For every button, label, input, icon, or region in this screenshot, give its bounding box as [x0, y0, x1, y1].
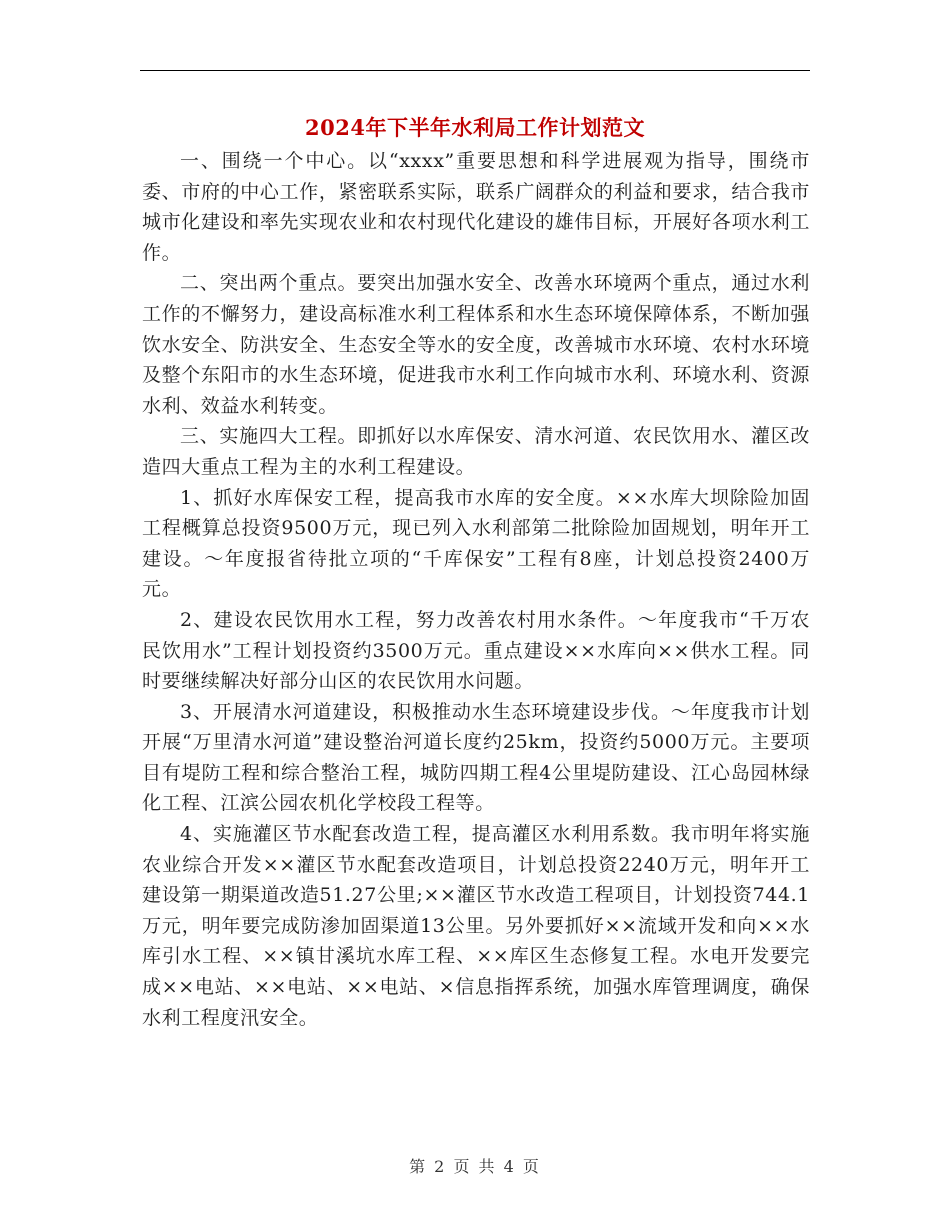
- page-number-footer: [0, 1154, 950, 1177]
- header-rule: [140, 70, 810, 71]
- paragraph-two-priorities: 二、突出两个重点。要突出加强水安全、改善水环境两个重点，通过水利工作的不懈努力，建设高标准水利工程体系和水生态环境保障体系，不断加强饮水安全、防洪安全、生态安全等水的安全度，改善城市水环境、农村水环境及整个东阳市的水生态环境，促进我市水利工作向城市水利、环境水利、资源水利、效益水利转变。: [142, 272, 810, 417]
- paragraph-center-focus: 一、围绕一个中心。以“xxxx”重要思想和科学进展观为指导，围绕市委、市府的中心工作，紧密联系实际，联系广阔群众的利益和要求，结合我市城市化建设和率先实现农业和农村现代化建设的雄伟目标，开展好各项水利工作。: [142, 150, 810, 264]
- document-title: 2024年下半年水利局工作计划范文: [305, 115, 645, 140]
- paragraph-drinking-water: 2、建设农民饮用水工程，努力改善农村用水条件。～年度我市“千万农民饮用水”工程计划投资约3500万元。重点建设××水库向××供水工程。同时要继续解决好部分山区的农民饮用水问题。: [142, 608, 810, 693]
- paragraph-irrigation-renovation: 4、实施灌区节水配套改造工程，提高灌区水利用系数。我市明年将实施农业综合开发××灌区节水配套改造项目，计划总投资2240万元，明年开工建设第一期渠道改造51.27公里;××灌区节水改造工程项目，计划投资744.1万元，明年要完成防渗加固渠道13公里。另外要抓好××流域开发和向××水库引水工程、××镇甘溪坑水库工程、××库区生态修复工程。水电开发要完成××电站、××电站、××电站、×信息指挥系统，加强水库管理调度，确保水利工程度汛安全。: [142, 823, 810, 1029]
- paragraph-four-projects: 三、实施四大工程。即抓好以水库保安、清水河道、农民饮用水、灌区改造四大重点工程为主的水利工程建设。: [142, 425, 810, 478]
- page-number-label: 第 2 页 共 4 页: [409, 1157, 541, 1176]
- paragraph-clean-rivers: 3、开展清水河道建设，积极推动水生态环境建设步伐。～年度我市计划开展“万里清水河道”建设整治河道长度约25km，投资约5000万元。主要项目有堤防工程和综合整治工程，城防四期工程4公里堤防建设、江心岛园林绿化工程、江滨公园农机化学校段工程等。: [142, 700, 810, 815]
- document-body: [142, 146, 810, 1033]
- paragraph-reservoir-safety: 1、抓好水库保安工程，提高我市水库的安全度。××水库大坝除险加固工程概算总投资9500万元，现已列入水利部第二批除险加固规划，明年开工建设。～年度报省待批立项的“千库保安”工程有8座，计划总投资2400万元。: [142, 486, 810, 601]
